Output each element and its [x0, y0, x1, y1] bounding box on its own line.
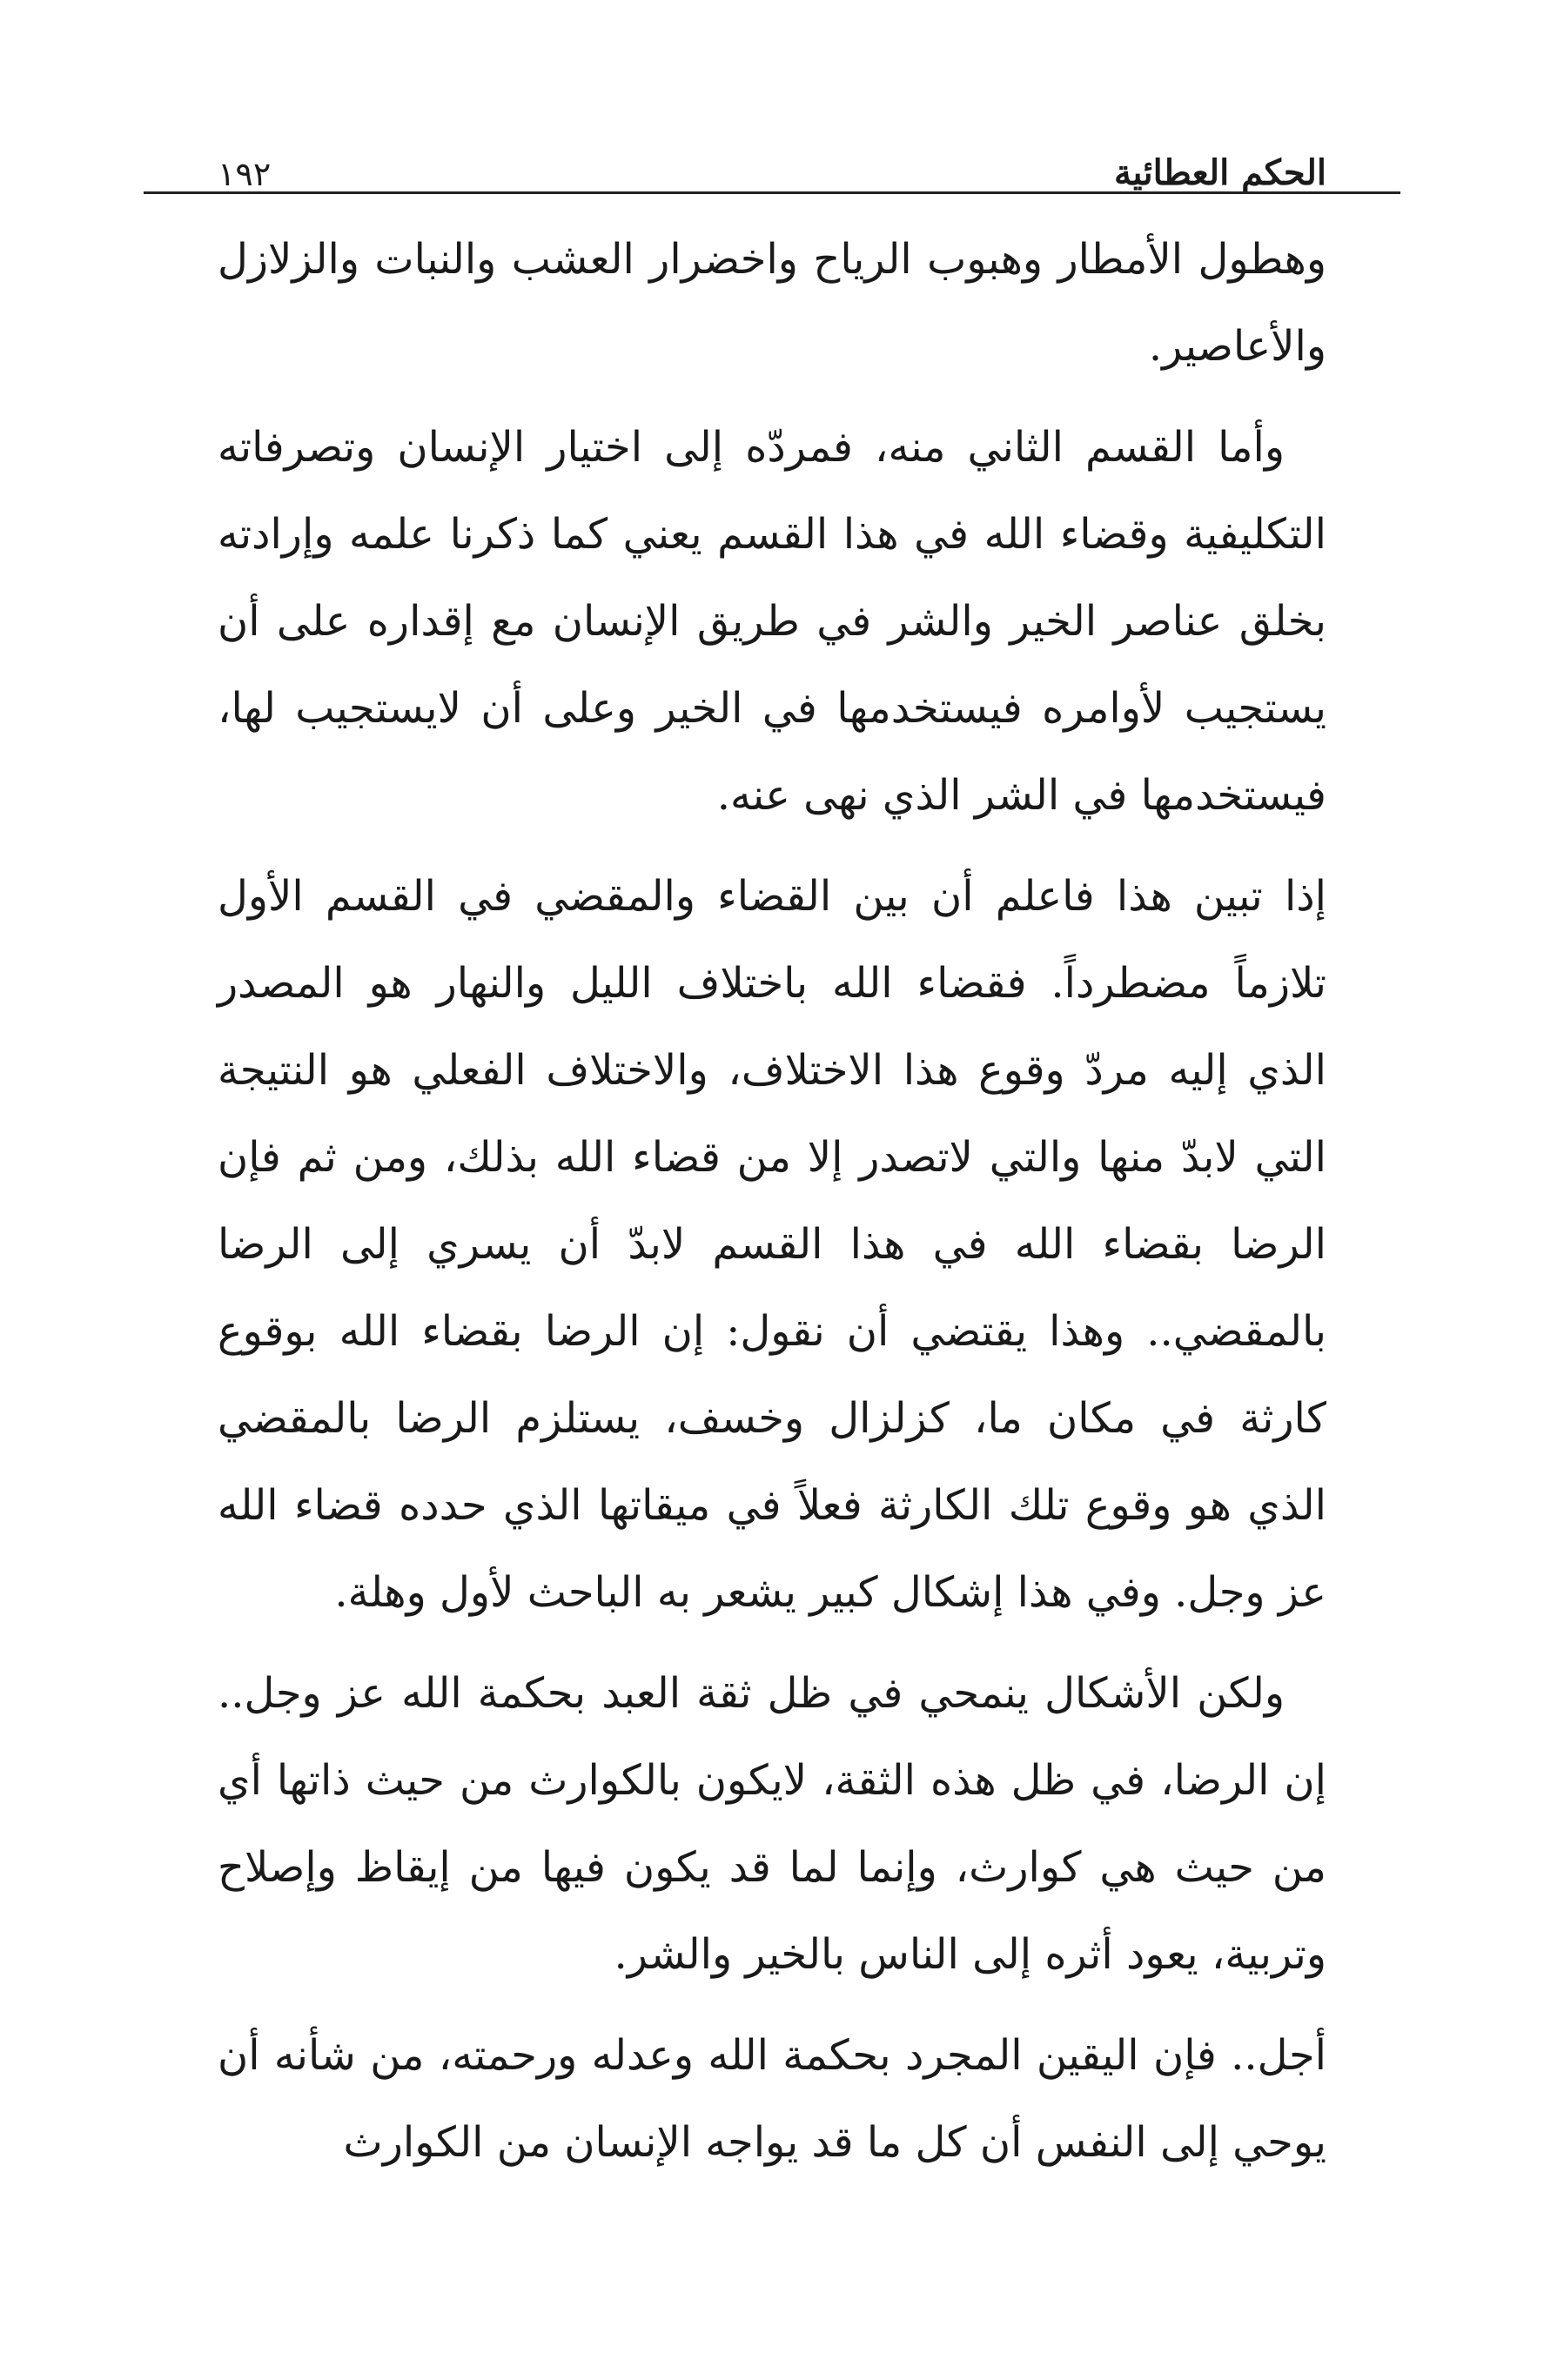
running-header [218, 131, 1326, 193]
paragraph-5: أجل.. فإن اليقين المجرد بحكمة الله وعدله ورحمته، من شأنه أن يوحي إلى النفس أن كل ما قد يواجه الإنسان من الكوارث [218, 2031, 1326, 2167]
page-number: ١٩٢ [218, 155, 272, 193]
body-text [218, 216, 1326, 2200]
paragraph-3: إذا تبين هذا فاعلم أن بين القضاء والمقضي في القسم الأول تلازماً مضطرداً. فقضاء الله باختلاف الليل والنهار هو المصدر الذي إليه مردّ وقوع هذا الاختلاف، والاختلاف الفعلي هو النتيجة التي لابدّ منها والتي لاتصدر إلا من قضاء الله بذلك، ومن ثم فإن الرضا بقضاء الله في هذا القسم لابدّ أن يسري إلى الرضا بالمقضي.. وهذا يقتضي أن نقول: إن الرضا بقضاء الله بوقوع كارثة في مكان ما، كزلزال وخسف، يستلزم الرضا بالمقضي الذي هو وقوع تلك الكارثة فعلاً في ميقاتها الذي حدده قضاء الله عز وجل. وفي هذا إشكال كبير يشعر به الباحث لأول وهلة. [218, 872, 1326, 1617]
header-divider [144, 191, 1400, 194]
paragraph-4: ولكن الأشكال ينمحي في ظل ثقة العبد بحكمة الله عز وجل.. إن الرضا، في ظل هذه الثقة، لايكون بالكوارث من حيث ذاتها أي من حيث هي كوارث، وإنما لما قد يكون فيها من إيقاظ وإصلاح وتربية، يعود أثره إلى الناس بالخير والشر. [218, 1669, 1326, 1979]
paragraph-1: وهطول الأمطار وهبوب الرياح واخضرار العشب والنبات والزلازل والأعاصير. [218, 235, 1326, 371]
book-title: الحكم العطائية [1113, 152, 1326, 193]
paragraph-2: وأما القسم الثاني منه، فمردّه إلى اختيار الإنسان وتصرفاته التكليفية وقضاء الله في هذا القسم يعني كما ذكرنا علمه وإرادته بخلق عناصر الخير والشر في طريق الإنسان مع إقداره على أن يستجيب لأوامره فيستخدمها في الخير وعلى أن لايستجيب لها، فيستخدمها في الشر الذي نهى عنه. [218, 423, 1327, 820]
